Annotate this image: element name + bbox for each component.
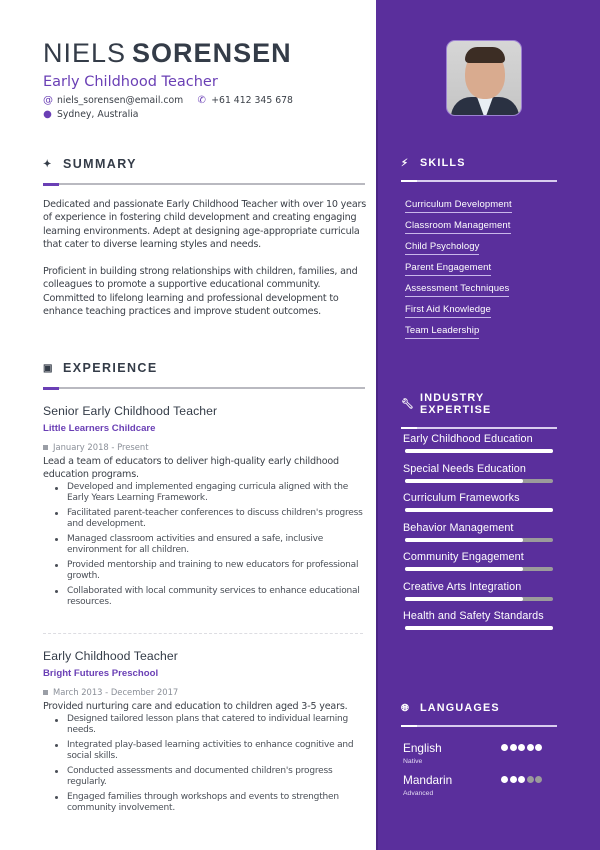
company-name: Bright Futures Preschool: [43, 668, 159, 679]
language-item: [403, 741, 553, 773]
language-level: Native: [403, 758, 423, 765]
rating-dot-filled: [501, 776, 508, 783]
expertise-item: Behavior Management: [403, 521, 553, 542]
experience-entry: [43, 404, 369, 612]
rating-dot-filled: [510, 776, 517, 783]
sidebar: [376, 0, 600, 850]
bullet-item: Managed classroom activities and ensured a safe, inclusive environment for all children.: [43, 534, 369, 556]
briefcase-icon: ▣: [43, 362, 54, 374]
expertise-item: Health and Safety Standards: [403, 609, 553, 630]
profile-photo: [446, 40, 522, 116]
bullet-item: Integrated play-based learning activities to enhance cognitive and social skills.: [43, 740, 369, 762]
bullet-item: Developed and implemented engaging curricula aligned with the Early Years Learning Framework.: [43, 482, 369, 504]
calendar-icon: [43, 445, 48, 450]
location: Sydney, Australia: [57, 109, 139, 120]
summary-heading: [43, 157, 365, 185]
job-description: Lead a team of educators to deliver high-quality early childhood education programs.: [43, 456, 339, 480]
rating-dot-filled: [535, 744, 542, 751]
expertise-heading: 🔧︎ INDUSTRY EXPERTISE: [401, 392, 557, 429]
languages-heading: 🌐︎ LANGUAGES: [401, 702, 557, 727]
expertise-item: Creative Arts Integration: [403, 580, 553, 601]
company-name: Little Learners Childcare: [43, 423, 156, 434]
job-description: Provided nurturing care and education to children aged 3-5 years.: [43, 701, 348, 712]
expertise-level-fill: [405, 626, 553, 630]
expertise-level-bar: [405, 567, 553, 571]
bullet-item: Collaborated with local community services to enhance educational resources.: [43, 586, 369, 608]
skill-item: Assessment Techniques: [405, 283, 509, 297]
rating-dot-filled: [501, 744, 508, 751]
skill-item: Parent Engagement: [405, 262, 491, 276]
contact-row: [43, 95, 293, 106]
expertise-level-bar: [405, 626, 553, 630]
lightning-icon: ⚡︎: [401, 157, 410, 169]
languages-list: [403, 741, 553, 805]
job-title: Early Childhood Teacher: [43, 74, 218, 90]
experience-heading: [43, 361, 365, 389]
sparkle-icon: ✦: [43, 158, 53, 170]
email-link[interactable]: niels_sorensen@email.com: [57, 95, 184, 106]
job-role: Early Childhood Teacher: [43, 649, 178, 663]
rating-dot-filled: [510, 744, 517, 751]
rating-dot-empty: [527, 776, 534, 783]
summary-title: SUMMARY: [63, 157, 137, 171]
at-icon: @: [43, 95, 53, 106]
rating-dot-empty: [535, 776, 542, 783]
skill-item: Child Psychology: [405, 241, 479, 255]
language-rating: [501, 744, 542, 751]
summary-paragraph: Proficient in building strong relationships with children, families, and colleagues to promote a supportive educational community. Committed to lifelong learning and professional development to enhance teaching practices and improve student outcomes.: [43, 266, 358, 318]
expertise-item: Community Engagement: [403, 550, 553, 571]
first-name: NIELS: [43, 38, 127, 68]
expertise-item: Early Childhood Education: [403, 432, 553, 453]
expertise-level-fill: [405, 597, 523, 601]
expertise-level-fill: [405, 567, 523, 571]
section-divider: [43, 183, 365, 185]
globe-icon: 🌐︎: [401, 702, 411, 714]
expertise-level-bar: [405, 597, 553, 601]
rating-dot-filled: [518, 744, 525, 751]
expertise-level-fill: [405, 449, 553, 453]
bullet-item: Engaged families through workshops and events to strengthen community involvement.: [43, 792, 369, 814]
bullet-item: Facilitated parent-teacher conferences to discuss children's progress and development.: [43, 508, 369, 530]
language-name: English: [403, 741, 442, 755]
wrench-icon: 🔧︎: [401, 398, 415, 410]
location-row: [43, 109, 138, 120]
job-role: Senior Early Childhood Teacher: [43, 404, 218, 418]
expertise-level-fill: [405, 538, 523, 542]
skill-item: Team Leadership: [405, 325, 479, 339]
phone-icon: ✆: [197, 95, 206, 106]
expertise-item: Curriculum Frameworks: [403, 491, 553, 512]
expertise-level-bar: [405, 508, 553, 512]
expertise-level-bar: [405, 479, 553, 483]
expertise-level-bar: [405, 449, 553, 453]
expertise-item: Special Needs Education: [403, 462, 553, 483]
skill-item: Curriculum Development: [405, 199, 512, 213]
language-rating: [501, 776, 542, 783]
section-divider: [43, 387, 365, 389]
job-bullets: [43, 482, 369, 608]
summary-paragraph: Dedicated and passionate Early Childhood Teacher with over 10 years of experience in fostering child development and creating engaging learning environments. Adept at designing age-appropriate curricula that cater to diverse learning styles and needs.: [43, 199, 367, 251]
language-item: [403, 773, 553, 805]
job-dates: March 2013 - December 2017: [43, 687, 369, 697]
phone-number[interactable]: +61 412 345 678: [211, 95, 293, 106]
job-bullets: [43, 714, 369, 814]
bullet-item: Conducted assessments and documented children's progress regularly.: [43, 766, 369, 788]
expertise-list: [403, 432, 553, 639]
experience-entry: [43, 649, 369, 818]
language-name: Mandarin: [403, 773, 453, 787]
candidate-name: [43, 38, 292, 69]
expertise-level-bar: [405, 538, 553, 542]
rating-dot-filled: [518, 776, 525, 783]
skill-item: Classroom Management: [405, 220, 511, 234]
expertise-level-fill: [405, 508, 553, 512]
map-pin-icon: ●: [43, 109, 52, 120]
skills-heading: ⚡︎ SKILLS: [401, 157, 557, 182]
experience-title: EXPERIENCE: [63, 361, 158, 375]
expertise-level-fill: [405, 479, 523, 483]
rating-dot-filled: [527, 744, 534, 751]
skills-list: [405, 199, 512, 346]
entry-divider: [43, 633, 363, 634]
bullet-item: Designed tailored lesson plans that catered to individual learning needs.: [43, 714, 369, 736]
job-dates: January 2018 - Present: [43, 442, 369, 452]
calendar-icon: [43, 690, 48, 695]
language-level: Advanced: [403, 790, 434, 797]
last-name: SORENSEN: [132, 38, 292, 68]
skill-item: First Aid Knowledge: [405, 304, 491, 318]
bullet-item: Provided mentorship and training to new educators for professional growth.: [43, 560, 369, 582]
